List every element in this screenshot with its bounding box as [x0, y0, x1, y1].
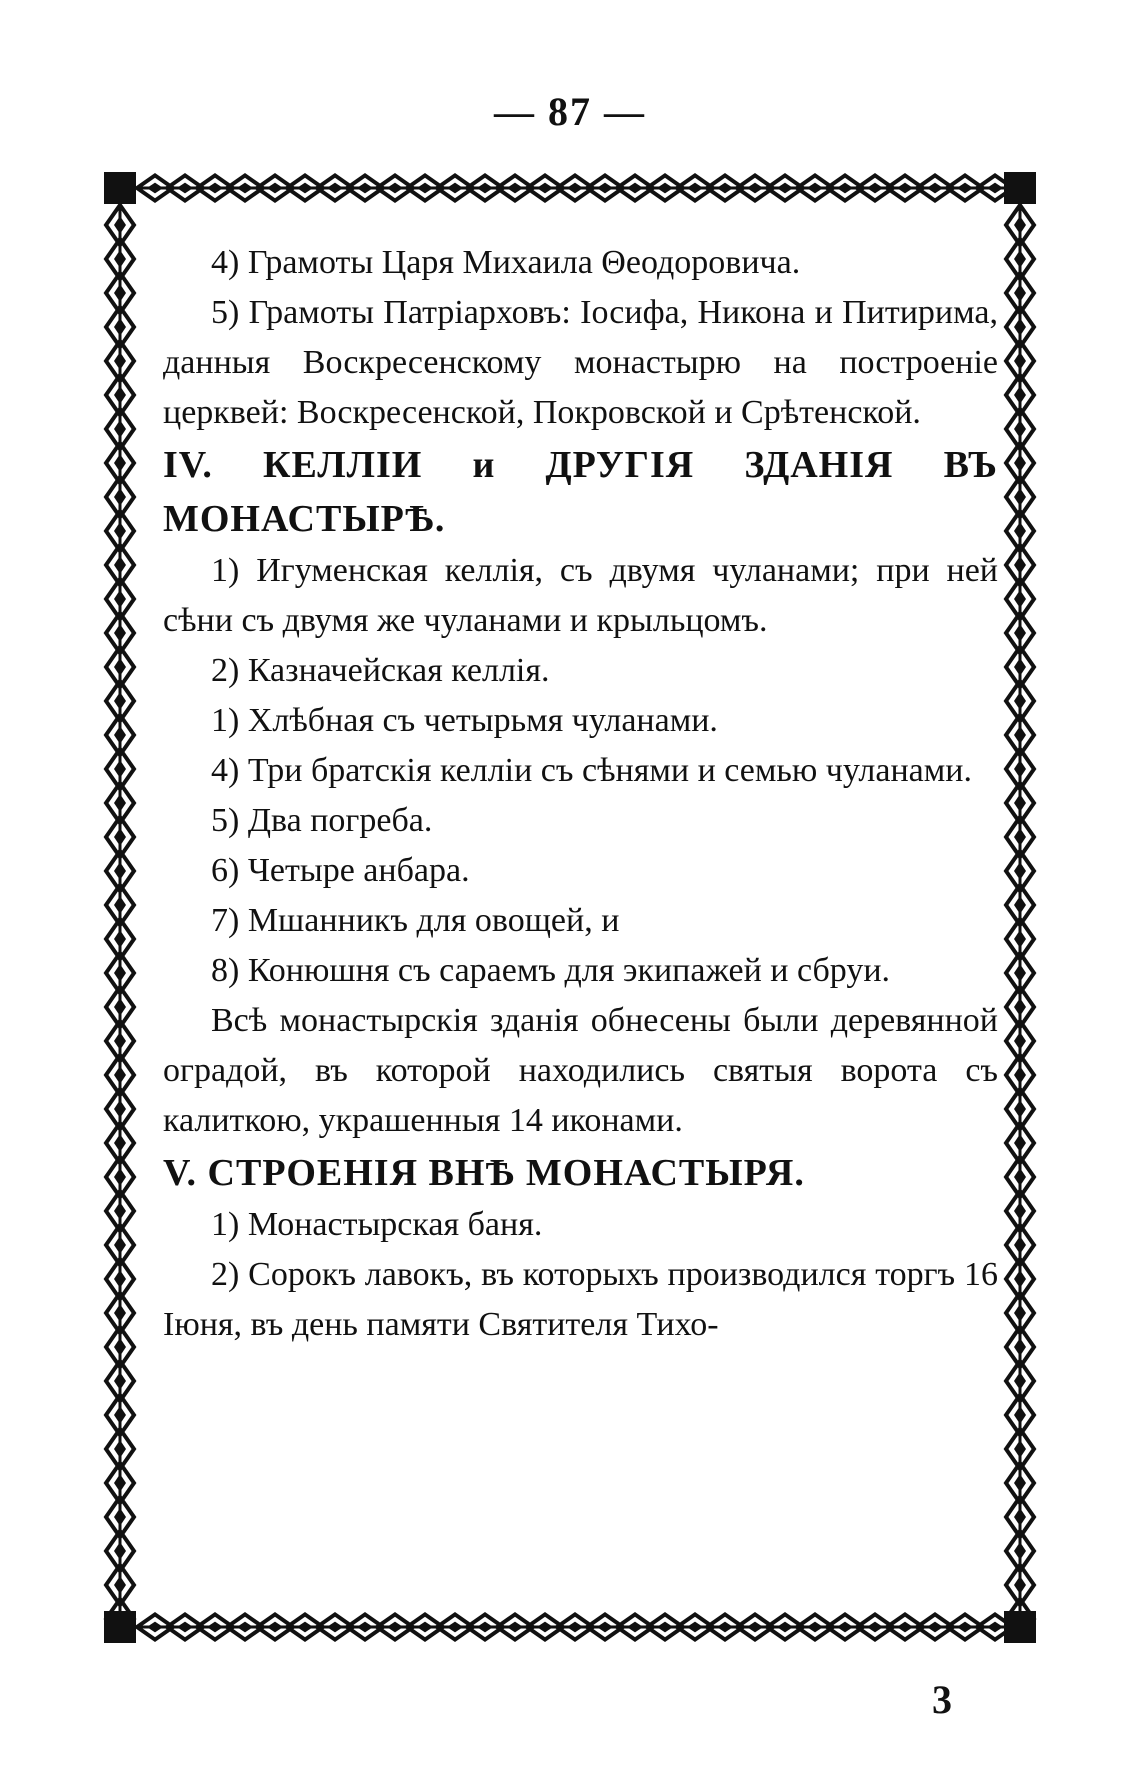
- list-item: 5) Два погреба.: [211, 802, 433, 839]
- page-body: [163, 238, 998, 1350]
- section-title-cells: IV. КЕЛЛІИ и ДРУГІЯ ЗДАНІЯ ВЪ МОНАСТЫРѢ.: [163, 444, 998, 540]
- list-item: 1) Монастырская баня.: [211, 1206, 543, 1243]
- list-item: 7) Мшанникъ для овощей, и: [211, 902, 620, 939]
- list-item: 1) Хлѣбная съ четырьмя чуланами.: [211, 702, 718, 739]
- list-item: 6) Четыре анбара.: [211, 852, 470, 889]
- list-item: 8) Конюшня съ сараемъ для экипажей и сбруи.: [211, 952, 891, 989]
- list-item: 2) Сорокъ лавокъ, въ которыхъ производился торгъ 16 Іюня, въ день памяти Святителя Тихо-: [163, 1256, 998, 1343]
- list-item: 4) Три братскія келліи съ сѣнями и семью чуланами.: [211, 752, 972, 789]
- list-item: 1) Игуменская келлія, съ двумя чуланами; при ней сѣни съ двумя же чуланами и крыльцомъ.: [163, 552, 998, 639]
- page-number: — 87 —: [494, 89, 646, 134]
- item-charters-tsar: 4) Грамоты Царя Михаила Θеодоровича.: [211, 244, 801, 281]
- paragraph-enclosure: Всѣ монастырскія зданія обнесены были деревянной оградой, въ которой находились святыя ворота съ калиткою, украшенныя 14 иконами.: [163, 1002, 998, 1139]
- sheet-signature-mark: 3: [932, 1677, 952, 1722]
- item-charters-patriarchs: 5) Грамоты Патріарховъ: Іосифа, Никона и Питирима, данныя Воскресенскому монастырю на построеніе церквей: Воскресенской, Покровской и Срѣтенской.: [163, 294, 998, 431]
- section-title-outside: V. СТРОЕНІЯ ВНѢ МОНАСТЫРЯ.: [163, 1152, 805, 1194]
- list-item: 2) Казначейская келлія.: [211, 652, 550, 689]
